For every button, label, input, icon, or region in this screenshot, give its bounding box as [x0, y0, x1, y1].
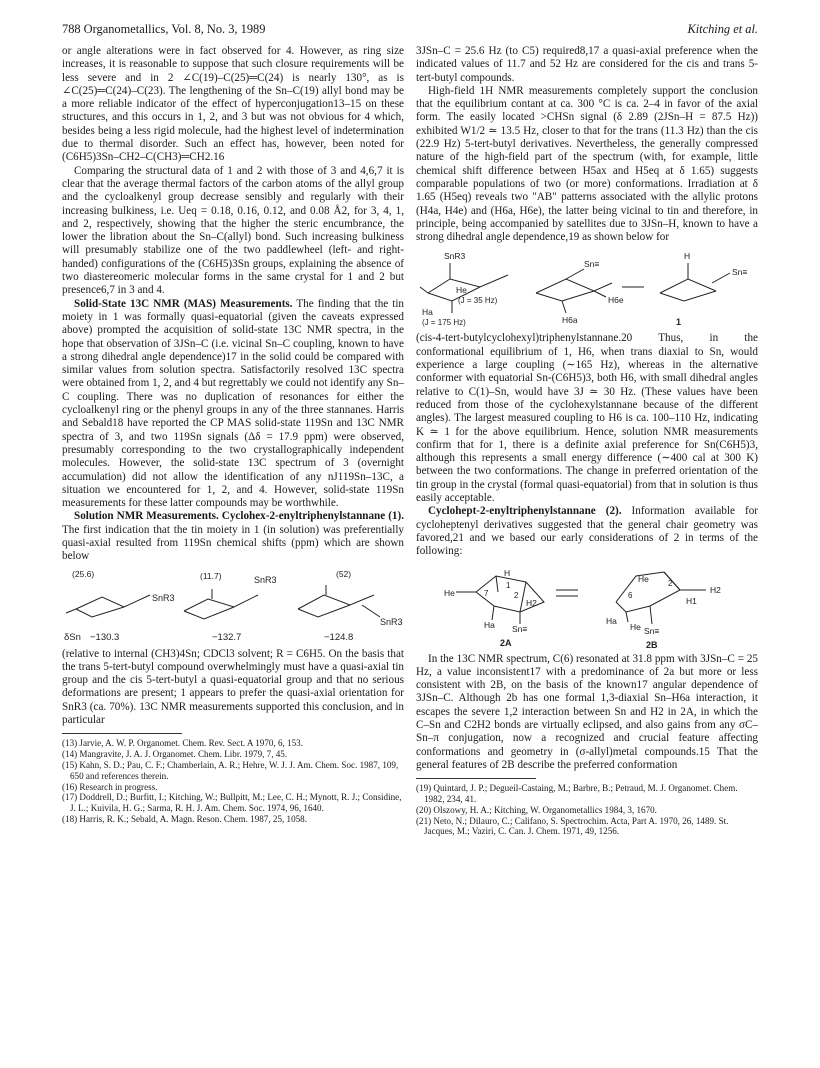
section-heading: Solution NMR Measurements. Cyclohex-2-enyltriphenylstannane (1).: [74, 510, 404, 523]
journal-citation: 788 Organometallics, Vol. 8, No. 3, 1989: [62, 22, 266, 36]
ring-position: 7: [484, 588, 489, 598]
tin-group: Sn≡: [512, 623, 528, 634]
footnote: (13) Jarvie, A. W. P. Organomet. Chem. Rev. Sect. A 1970, 6, 153.: [62, 738, 303, 749]
proton-label: He: [630, 621, 641, 632]
footnote-rule: [62, 733, 182, 734]
footnotes: [416, 783, 758, 837]
proton-label: H2: [710, 584, 721, 595]
conformer-label: 2B: [646, 639, 658, 650]
proton-label: Ha: [422, 307, 433, 318]
conformer-scheme-2: [416, 562, 758, 650]
coupling-label: (52): [336, 568, 352, 579]
paragraph: 3JSn–C = 25.6 Hz (to C5) required8,17 a quasi-axial preference when the indicated values of 11.7 and 52 Hz are considered for the cis and trans 5-tert-butyl compounds.: [416, 45, 758, 84]
cyclohexylstannane-conformers: [416, 247, 758, 329]
tin-group: SnR3: [380, 616, 403, 627]
footnote: (19) Quintard, J. P.; Degueil-Castaing, M.; Barbre, B.; Petraud, M. J. Organomet. Chem. 1982, 234, 41.: [416, 783, 738, 804]
cycloheptenyl-conformers: [416, 562, 758, 650]
shift-value: −124.8: [324, 631, 354, 643]
delta-label: δSn: [64, 631, 81, 643]
proton-label: Ha: [606, 615, 617, 626]
paragraph: (relative to internal (CH3)4Sn; CDCl3 solvent; R = C6H5. On the basis that the trans 5-tert-butyl compound overwhelmingly must have a quasi-axial tin group and the cis 5-tert-butyl a quasi-equatorial group and that no serious deformations are present; 1 appears to prefer the quasi-axial orientation for SnR3 (ca. 70%). 13C NMR measurements supported this conclusion, and in particular: [62, 647, 404, 727]
proton-label: H1: [686, 595, 697, 606]
ring-position: 2: [668, 578, 673, 588]
cyclohexenyl-structures: [62, 567, 404, 645]
conformer-label: 2A: [500, 637, 512, 648]
running-author: Kitching et al.: [687, 22, 758, 36]
coupling-label: (J = 35 Hz): [458, 296, 498, 306]
tin-group: Sn≡: [644, 625, 660, 636]
footnote: (15) Kahn, S. D.; Pau, C. F.; Chamberlain, A. R.; Hehre, W. J. J. Am. Chem. Soc. 1987, 109, 650 and references therein.: [62, 759, 399, 781]
conformer-scheme-1: [416, 247, 758, 329]
footnote: (14) Mangravite, J. A. J. Organomet. Chem. Libr. 1979, 7, 45.: [62, 749, 288, 760]
section-heading: Cyclohept-2-enyltriphenylstannane (2).: [428, 505, 622, 518]
proton-label: H6a: [562, 315, 578, 326]
paragraph: In the 13C NMR spectrum, C(6) resonated at 31.8 ppm with 3JSn–C = 25 Hz, a value inconsistent17 with a predominance of 2a but more or less consistent with 2B, on the basis of the known17 angular dependence of 3JSn–C. Although 2b has one formal 1,3-diaxial Sn–H6a interaction, it escapes the severe 1,2 interaction between Sn and H2 in 2A, in which the C–Sn and C2H2 bonds are virtually eclipsed, and also gains from any σC–Sn–π conjugation, now a recognized and crucial feature affecting conformations and geometry in (σ-allyl)metal compounds.15 That the general features of 2B describe the preferred conformation: [416, 652, 758, 771]
footnote: (20) Olszowy, H. A.; Kitching, W. Organometallics 1984, 3, 1670.: [416, 804, 657, 815]
paragraph: The finding that the tin moiety in 1 was formally quasi-equatorial (given the caveats expressed above) prompted the acquisition of solid-state 13C NMR spectra, in the hope that observation of 3JSn–C (i.e. vicinal Sn–C coupling, known to have a strong dihedral angle dependence)17 in the solid could be compared with similar values from solution spectra. Satisfactorily resolved 13C spectra were obtained from 1, 2, and 4 but regrettably we could not identify any Sn–C coupling. There was no duplication of resonances for either the cycloalkenyl ring or the phenyl groups in any of the three stannanes. Harris and Sebald18 have reported the CP MAS solid-state 119Sn and 13C NMR spectra of 3, and two 119Sn signals (Δδ = 17.9 ppm) were observed, presumably corresponding to the two crystallographically independent molecules. However, the solid-state 13C spectrum of 3 (overnight accumulation) did not allow the identification of any nJ119Sn–13C, a situation we encountered for 1, 2, and 4. However, solid-state 119Sn measurements for these latter compounds may be worthwhile.: [62, 297, 404, 510]
section-heading: Solid-State 13C NMR (MAS) Measurements.: [74, 297, 293, 310]
tin-group: SnR3: [444, 251, 466, 262]
paragraph: High-field 1H NMR measurements completely support the conclusion that the equilibrium contant at ca. 300 °C is ca. 2–4 in favor of the axial form. The easily located >CHSn signal (δ 2.89 (2JSn–H = 87.5 Hz)) exhibited W1/2 ≃ 13.5 Hz, closer to that for the trans (11.3 Hz) than the cis (22.9 Hz) 5-tert-butyl derivatives. Nevertheless, the generally compressed nature of the high-field part of the spectrum (with, for example, little chemical shift difference between H5ax and H5eq at δ 1.65) suggests comparable populations of two (or more) conformations. Irradiation at δ 1.65 (H5eq) reveals two "AB" patterns associated with the allylic protons (H4a, H4e) and (H6a, H6e), the latter being vicinal to tin and therefore, in principle, being accompanied by satellites due to 3JSn–H, known to have a strong dihedral angle dependence,19 as shown below for: [416, 84, 758, 244]
tin-group: SnR3: [152, 592, 175, 603]
paragraph: (cis-4-tert-butylcyclohexyl)triphenylstannane.20 Thus, in the conformational equilibrium of 1, H6, when trans diaxial to Sn, would experience a large coupling (∼165 Hz), whereas in the alternative conformer with equatorial Sn-(C6H5)3, both H6, with small dihedral angles relative to C(1)–Sn, would have 3J ≃ 30 Hz. (These values have been reduced from those of the cyclohexylstannane because of the different angles). The largest measured coupling to H6 is ca. 100–110 Hz, indicating K ≃ 1 for the above equilibrium. Hence, solution NMR measurements confirm that for 1, there is a definite axial preference for Sn(C6H5)3, although this represents a small energy difference (∼400 cal at 300 K) between the two conformations. The change in preferred orientation of the tin group in the crystal (formal quasi-equatorial) from that in solution is thus easily acceptable.: [416, 332, 758, 505]
tin-group: Sn≡: [732, 267, 748, 278]
compound-number: 1: [676, 317, 682, 328]
coupling-label: (25.6): [72, 568, 95, 579]
left-column: [62, 45, 404, 825]
footnote-rule: [416, 778, 536, 779]
footnote: (21) Neto, N.; Dilauro, C.; Califano, S. Spectrochim. Acta, Part A. 1970, 26, 1489. St. Jacques, M.; Vaziri, C. Can. J. Chem. 1971, 49, 1256.: [416, 815, 729, 837]
proton-label: He: [638, 573, 649, 584]
paragraph: Information available for cycloheptenyl derivatives suggested that the general chair geometry was favored,21 and we based our early considerations of 2 in terms of the following:: [416, 505, 758, 558]
proton-label: He: [444, 587, 455, 598]
proton-label: H2: [526, 597, 537, 608]
tin-group: SnR3: [254, 574, 277, 585]
coupling-label: (J = 175 Hz): [422, 318, 466, 328]
ring-position: 6: [628, 590, 633, 600]
page-header: [62, 22, 758, 38]
shift-value: −130.3: [90, 631, 120, 643]
ring-position: 2: [514, 590, 519, 600]
proton-label: H: [684, 251, 691, 262]
shift-scheme: [62, 567, 404, 645]
footnote: (17) Doddrell, D.; Burfitt, I.; Kitching, W.; Bullpitt, M.; Lee, C. H.; Mynott, R. J.; Considine, J. L.; Kuivila, H. G.; Sarma, R. H. J. Am. Chem. Soc. 1974, 96, 1640.: [62, 792, 402, 814]
footnote: (18) Harris, R. K.; Sebald, A. Magn. Reson. Chem. 1987, 25, 1058.: [62, 813, 308, 824]
paragraph: The first indication that the tin moiety in 1 (in solution) was preferentially quasi-axial resulted from 119Sn chemical shifts (ppm) which are shown below: [62, 523, 404, 563]
footnotes: [62, 738, 404, 824]
proton-label: H: [504, 567, 511, 578]
paragraph: Comparing the structural data of 1 and 2 with those of 3 and 4,6,7 it is clear that the average thermal factors of the carbon atoms of the allyl group and the cycloalkenyl group decrease sensibly and regularly with their increasing bulkiness, i.e. Ueq = 0.18, 0.16, 0.12, and 0.08 Å2, for 3, 4, 1, and 2, respectively, showing that the higher the steric encumbrance, the lower the libration about the Sn–C(allyl) bond. Such increasing bulkiness will presumably stabilize one of the two paddlewheel (left- and right-handed) configurations of the (C6H5)3Sn groups, explaining the absence of two diastereomeric molecular forms in the same crystal for 1 and 2 but presence6,7 in 3 and 4.: [62, 164, 404, 297]
tin-group: Sn≡: [584, 259, 600, 270]
coupling-label: (11.7): [200, 570, 222, 581]
shift-value: −132.7: [212, 631, 242, 643]
footnote: (16) Research in progress.: [62, 781, 158, 792]
right-column: [416, 45, 758, 837]
ring-position: 1: [506, 580, 511, 590]
paragraph: or angle alterations were in fact observed for 4. However, as ring size increases, it is reasonable to suppose that such closure requirements will be less severe and in 2 ∠C(19)–C(25)═C(24) is nearly 130°, as is ∠C(25)═C(24)–C(23). The lengthening of the Sn–C(19) allyl bond may be a more reliable indicator of the effect of hyperconjugation13–15 on these structures, and this occurs in 1, 2, and 3 but was not obvious for 4 which, besides being a less rigid molecule, had the highest level of indetermination due to thermal disorder. Such an effect has, however, been noted for (C6H5)3Sn–CH2–C(CH3)═CH2.16: [62, 45, 404, 164]
proton-label: He: [456, 285, 467, 296]
proton-label: Ha: [484, 619, 495, 630]
proton-label: H6e: [608, 295, 624, 306]
